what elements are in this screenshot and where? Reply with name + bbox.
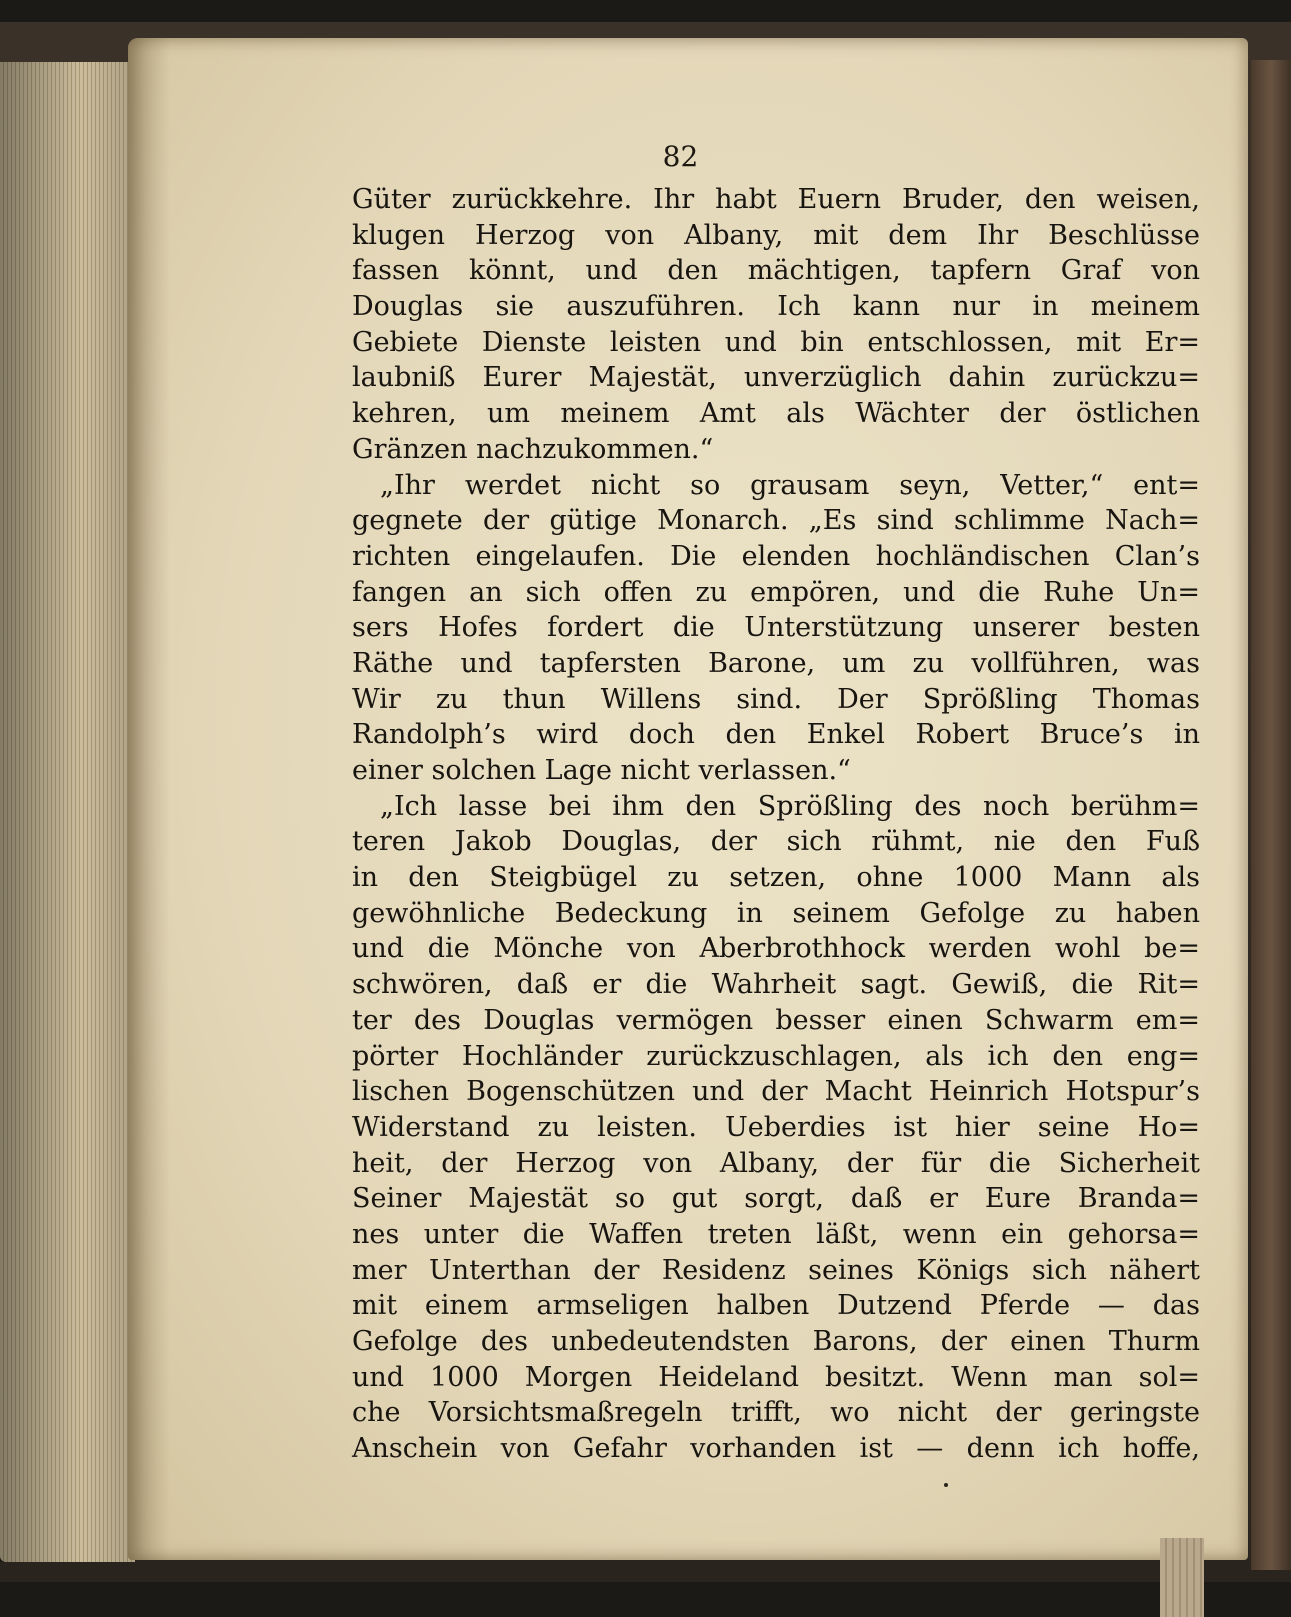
text-line: pörter Hochländer zurückzuschlagen, als ich den eng=: [352, 1040, 1200, 1072]
text-line: sers Hofes fordert die Unterstützung unserer besten: [352, 612, 1200, 644]
page-gutter: [128, 38, 170, 1560]
text-line: Gefolge des unbedeutendsten Barons, der einen Thurm: [352, 1326, 1200, 1357]
text-line: Anschein von Gefahr vorhanden ist — denn ich hoffe,: [352, 1433, 1200, 1465]
text-line: lischen Bogenschützen und der Macht Heinrich Hotspur’s: [352, 1076, 1200, 1108]
text-line: fassen könnt, und den mächtigen, tapfern Graf von: [352, 255, 1200, 287]
text-line: heit, der Herzog von Albany, der für die Sicherheit: [352, 1147, 1200, 1179]
text-line: Douglas sie auszuführen. Ich kann nur in meinem: [352, 291, 1200, 323]
text-line: Räthe und tapfersten Barone, um zu vollführen, was: [352, 647, 1200, 679]
text-line: einer solchen Lage nicht verlassen.“: [352, 755, 851, 786]
page-edges-shade: [0, 62, 135, 1562]
text-line: laubniß Eurer Majestät, unverzüglich dahin zurückzu=: [352, 362, 1200, 394]
text-line: Randolph’s wird doch den Enkel Robert Bruce’s in: [352, 719, 1200, 751]
page-number: 82: [662, 140, 699, 173]
text-line: Widerstand zu leisten. Ueberdies ist hier seine Ho=: [352, 1111, 1200, 1143]
text-line: teren Jakob Douglas, der sich rühmt, nie den Fuß: [352, 826, 1200, 858]
text-line: nes unter die Waffen treten läßt, wenn ein gehorsa=: [352, 1218, 1200, 1250]
text-line: Seiner Majestät so gut sorgt, daß er Eure Branda=: [352, 1183, 1200, 1215]
text-line: fangen an sich offen zu empören, und die Ruhe Un=: [352, 576, 1200, 608]
text-line: „Ihr werdet nicht so grausam seyn, Vetter,“ ent=: [380, 469, 1200, 501]
text-line: in den Steigbügel zu setzen, ohne 1000 Mann als: [352, 862, 1200, 894]
text-line: und die Mönche von Aberbrothhock werden wohl be=: [352, 933, 1200, 965]
ink-speck: [944, 1483, 948, 1487]
text-line: mer Unterthan der Residenz seines Königs sich nähert: [352, 1254, 1200, 1286]
text-line: schwören, daß er die Wahrheit sagt. Gewiß, die Rit=: [352, 969, 1200, 1001]
text-line: gegnete der gütige Monarch. „Es sind schlimme Nach=: [352, 505, 1200, 537]
text-line: mit einem armseligen halben Dutzend Pferde — das: [352, 1290, 1200, 1322]
text-line: klugen Herzog von Albany, mit dem Ihr Beschlüsse: [352, 219, 1200, 251]
text-line: „Ich lasse bei ihm den Sprößling des noch berühm=: [380, 790, 1200, 822]
text-line: Gränzen nachzukommen.“: [352, 433, 714, 465]
book-cover-edge: [1251, 60, 1291, 1570]
body-text: [352, 182, 1200, 1467]
text-line: und 1000 Morgen Heideland besitzt. Wenn man sol=: [352, 1361, 1200, 1393]
text-line: gewöhnliche Bedeckung in seinem Gefolge zu haben: [352, 897, 1200, 929]
text-line: kehren, um meinem Amt als Wächter der östlichen: [352, 398, 1200, 430]
text-line: che Vorsichtsmaßregeln trifft, wo nicht der geringste: [352, 1397, 1200, 1429]
text-line: richten eingelaufen. Die elenden hochländischen Clan’s: [352, 540, 1200, 572]
text-line: ter des Douglas vermögen besser einen Schwarm em=: [352, 1004, 1200, 1036]
text-line: Güter zurückkehre. Ihr habt Euern Bruder, den weisen,: [352, 184, 1200, 215]
bookmark-ribbon: [1160, 1538, 1204, 1617]
text-line: Gebiete Dienste leisten und bin entschlossen, mit Er=: [352, 326, 1200, 358]
text-line: Wir zu thun Willens sind. Der Sprößling Thomas: [352, 683, 1200, 715]
